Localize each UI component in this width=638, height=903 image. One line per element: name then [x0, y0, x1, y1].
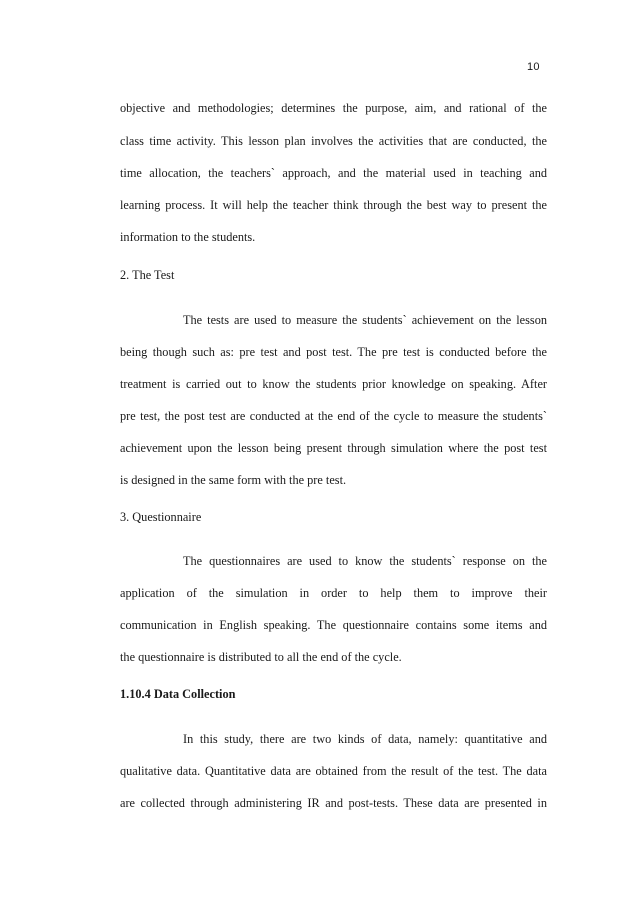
paragraph-line: The questionnaires are used to know the students` response on the [183, 554, 547, 568]
paragraph-line: class time activity. This lesson plan involves the activities that are conducted, the [120, 134, 547, 148]
paragraph-line: achievement upon the lesson being present through simulation where the post test [120, 441, 547, 455]
paragraph-line: application of the simulation in order to help them to improve their [120, 586, 547, 600]
paragraph-line: pre test, the post test are conducted at the end of the cycle to measure the students` [120, 409, 547, 423]
paragraph-line: is designed in the same form with the pre test. [120, 473, 347, 487]
paragraph-line: time allocation, the teachers` approach, and the material used in teaching and [120, 166, 547, 180]
paragraph-line: communication in English speaking. The questionnaire contains some items and [120, 618, 547, 632]
paragraph-line: The tests are used to measure the students` achievement on the lesson [183, 313, 547, 327]
paragraph-line: the questionnaire is distributed to all the end of the cycle. [120, 650, 402, 664]
paragraph-line: learning process. It will help the teacher think through the best way to present the [120, 198, 547, 212]
paragraph-line: In this study, there are two kinds of data, namely: quantitative and [183, 732, 547, 746]
paragraph-line: qualitative data. Quantitative data are obtained from the result of the test. The data [120, 764, 547, 778]
section-heading-test: 2. The Test [120, 268, 175, 282]
paragraph-line: treatment is carried out to know the students prior knowledge on speaking. After [120, 377, 547, 391]
page-number: 10 [527, 61, 540, 73]
paragraph-line: are collected through administering IR and post-tests. These data are presented in [120, 796, 547, 810]
paragraph-line: objective and methodologies; determines the purpose, aim, and rational of the [120, 101, 547, 115]
section-heading-data-collection: 1.10.4 Data Collection [120, 687, 236, 701]
paragraph-line: being though such as: pre test and post test. The pre test is conducted before the [120, 345, 547, 359]
paragraph-line: information to the students. [120, 230, 256, 244]
section-heading-questionnaire: 3. Questionnaire [120, 510, 202, 524]
